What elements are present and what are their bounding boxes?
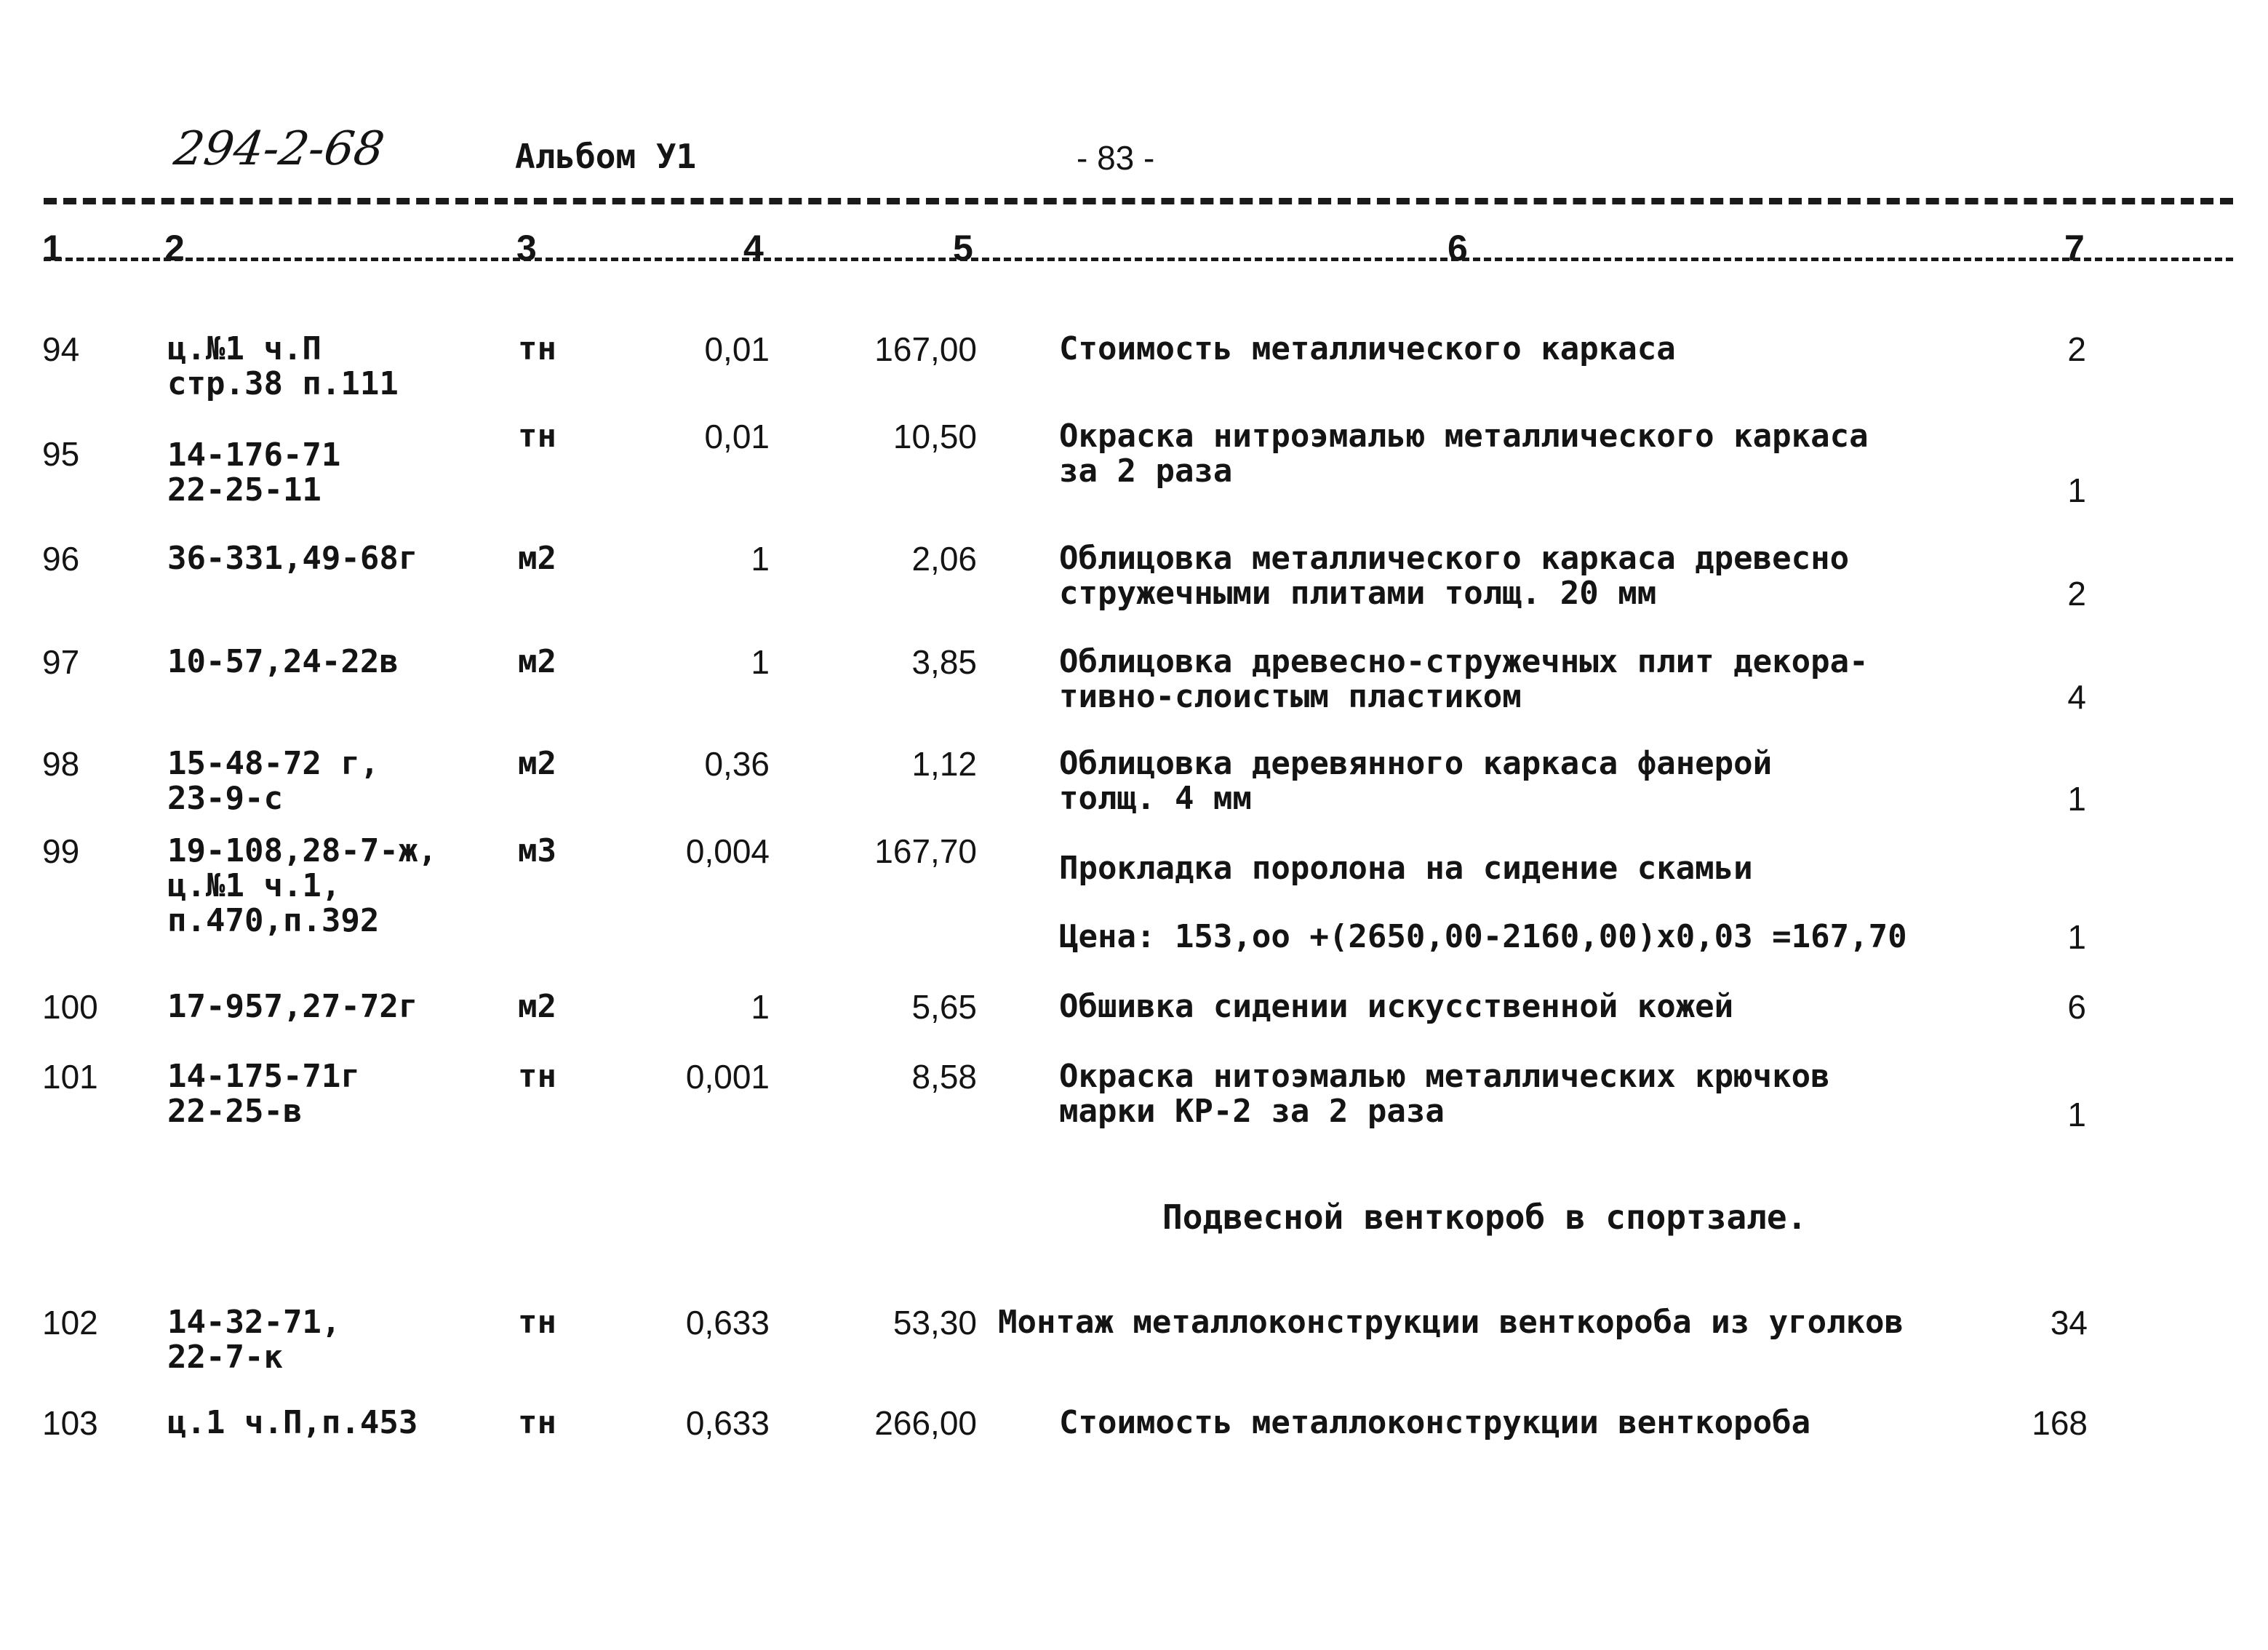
row-reference: 17-957,27-72г xyxy=(167,988,418,1025)
row-unit: тн xyxy=(518,418,556,455)
row-quantity: 0,001 xyxy=(685,1058,770,1096)
section-title: Подвесной венткороб в спортзале. xyxy=(1162,1197,1808,1237)
row-reference: 10-57,24-22в xyxy=(167,643,399,680)
row-number: 97 xyxy=(42,643,80,681)
row-reference: ц.1 ч.П,п.453 xyxy=(167,1404,418,1441)
row-number: 101 xyxy=(42,1058,98,1096)
row-number: 99 xyxy=(42,832,80,870)
row-unit: тн xyxy=(518,1304,556,1341)
row-description: Монтаж металлоконструкции венткороба из уголков xyxy=(998,1304,1904,1341)
header-divider xyxy=(44,198,2233,204)
row-quantity: 0,01 xyxy=(704,418,770,455)
column-number-6: 6 xyxy=(1448,228,1468,268)
document-code: 294-2-68 xyxy=(170,122,388,176)
row-quantity: 1 xyxy=(751,988,770,1026)
row-number: 96 xyxy=(42,540,80,578)
row-unit: м2 xyxy=(518,745,556,782)
column-number-5: 5 xyxy=(953,228,973,268)
row-total: 1 xyxy=(2067,1096,2086,1133)
row-total: 6 xyxy=(2067,988,2086,1026)
row-unit-price: 266,00 xyxy=(874,1404,977,1442)
row-reference: 14-175-71г 22-25-в xyxy=(167,1058,360,1130)
row-number: 94 xyxy=(42,330,80,368)
column-number-2: 2 xyxy=(164,228,185,268)
row-unit: м2 xyxy=(518,988,556,1025)
row-total: 1 xyxy=(2067,471,2086,509)
row-description: Облицовка деревянного каркаса фанерой толщ. 4 мм xyxy=(1059,745,1773,817)
row-unit: м2 xyxy=(518,643,556,680)
row-description: Стоимость металлического каркаса xyxy=(1059,330,1676,367)
row-quantity: 0,633 xyxy=(685,1304,770,1342)
row-unit: тн xyxy=(518,330,556,367)
row-quantity: 0,01 xyxy=(704,330,770,368)
row-total: 168 xyxy=(2032,1404,2088,1442)
row-description: Прокладка поролона на сидение скамьи xyxy=(1059,850,1753,887)
column-number-4: 4 xyxy=(743,228,764,268)
row-quantity: 0,633 xyxy=(685,1404,770,1442)
row-unit-price: 167,00 xyxy=(874,330,977,368)
row-description: Стоимость металлоконструкции венткороба xyxy=(1059,1404,1811,1441)
row-number: 100 xyxy=(42,988,98,1026)
row-total: 4 xyxy=(2067,678,2086,716)
row-total: 1 xyxy=(2067,780,2086,818)
row-unit-price: 5,65 xyxy=(911,988,977,1026)
row-number: 98 xyxy=(42,745,80,783)
row-reference: 14-32-71, 22-7-к xyxy=(167,1304,341,1376)
column-number-7: 7 xyxy=(2064,228,2085,268)
row-unit-price: 10,50 xyxy=(893,418,977,455)
row-unit-price: 8,58 xyxy=(911,1058,977,1096)
row-description: Окраска нитроэмалью металлического каркаса за 2 раза xyxy=(1059,418,1869,490)
row-description: Обшивка сидении искусственной кожей xyxy=(1059,988,1734,1025)
row-unit-price: 2,06 xyxy=(911,540,977,578)
row-description: Облицовка металлического каркаса древесно стружечными плитами толщ. 20 мм xyxy=(1059,540,1850,612)
row-number: 103 xyxy=(42,1404,98,1442)
row-total: 34 xyxy=(2050,1304,2088,1342)
row-reference: ц.№1 ч.П стр.38 п.111 xyxy=(167,330,399,402)
column-numbers-divider xyxy=(44,258,2233,261)
column-number-1: 1 xyxy=(42,228,63,268)
row-quantity: 0,36 xyxy=(704,745,770,783)
row-number: 95 xyxy=(42,435,80,473)
row-quantity: 1 xyxy=(751,643,770,681)
row-number: 102 xyxy=(42,1304,98,1342)
row-total: 2 xyxy=(2067,330,2086,368)
row-unit-price: 3,85 xyxy=(911,643,977,681)
row-unit-price: 167,70 xyxy=(874,832,977,870)
row-unit-price: 53,30 xyxy=(893,1304,977,1342)
row-reference: 36-331,49-68г xyxy=(167,540,418,577)
album-label: Альбом У1 xyxy=(515,137,697,176)
row-description: Окраска нитоэмалью металлических крючков марки КР-2 за 2 раза xyxy=(1059,1058,1830,1130)
row-reference: 14-176-71 22-25-11 xyxy=(167,437,341,509)
column-number-row xyxy=(0,227,2268,271)
row-total: 1 xyxy=(2067,918,2086,956)
price-calculation: Цена: 153,оо +(2650,00-2160,00)х0,03 =167,70 xyxy=(1059,918,1907,955)
column-number-3: 3 xyxy=(516,228,537,268)
row-description: Облицовка древесно-стружечных плит декора- тивно-слоистым пластиком xyxy=(1059,643,1869,715)
row-unit-price: 1,12 xyxy=(911,745,977,783)
row-quantity: 1 xyxy=(751,540,770,578)
row-unit: тн xyxy=(518,1404,556,1441)
row-reference: 15-48-72 г, 23-9-с xyxy=(167,745,380,817)
row-quantity: 0,004 xyxy=(685,832,770,870)
page-number: - 83 - xyxy=(1077,139,1155,177)
row-unit: м3 xyxy=(518,832,556,869)
row-unit: м2 xyxy=(518,540,556,577)
row-total: 2 xyxy=(2067,575,2086,613)
row-reference: 19-108,28-7-ж, ц.№1 ч.1, п.470,п.392 xyxy=(167,832,437,939)
row-unit: тн xyxy=(518,1058,556,1095)
